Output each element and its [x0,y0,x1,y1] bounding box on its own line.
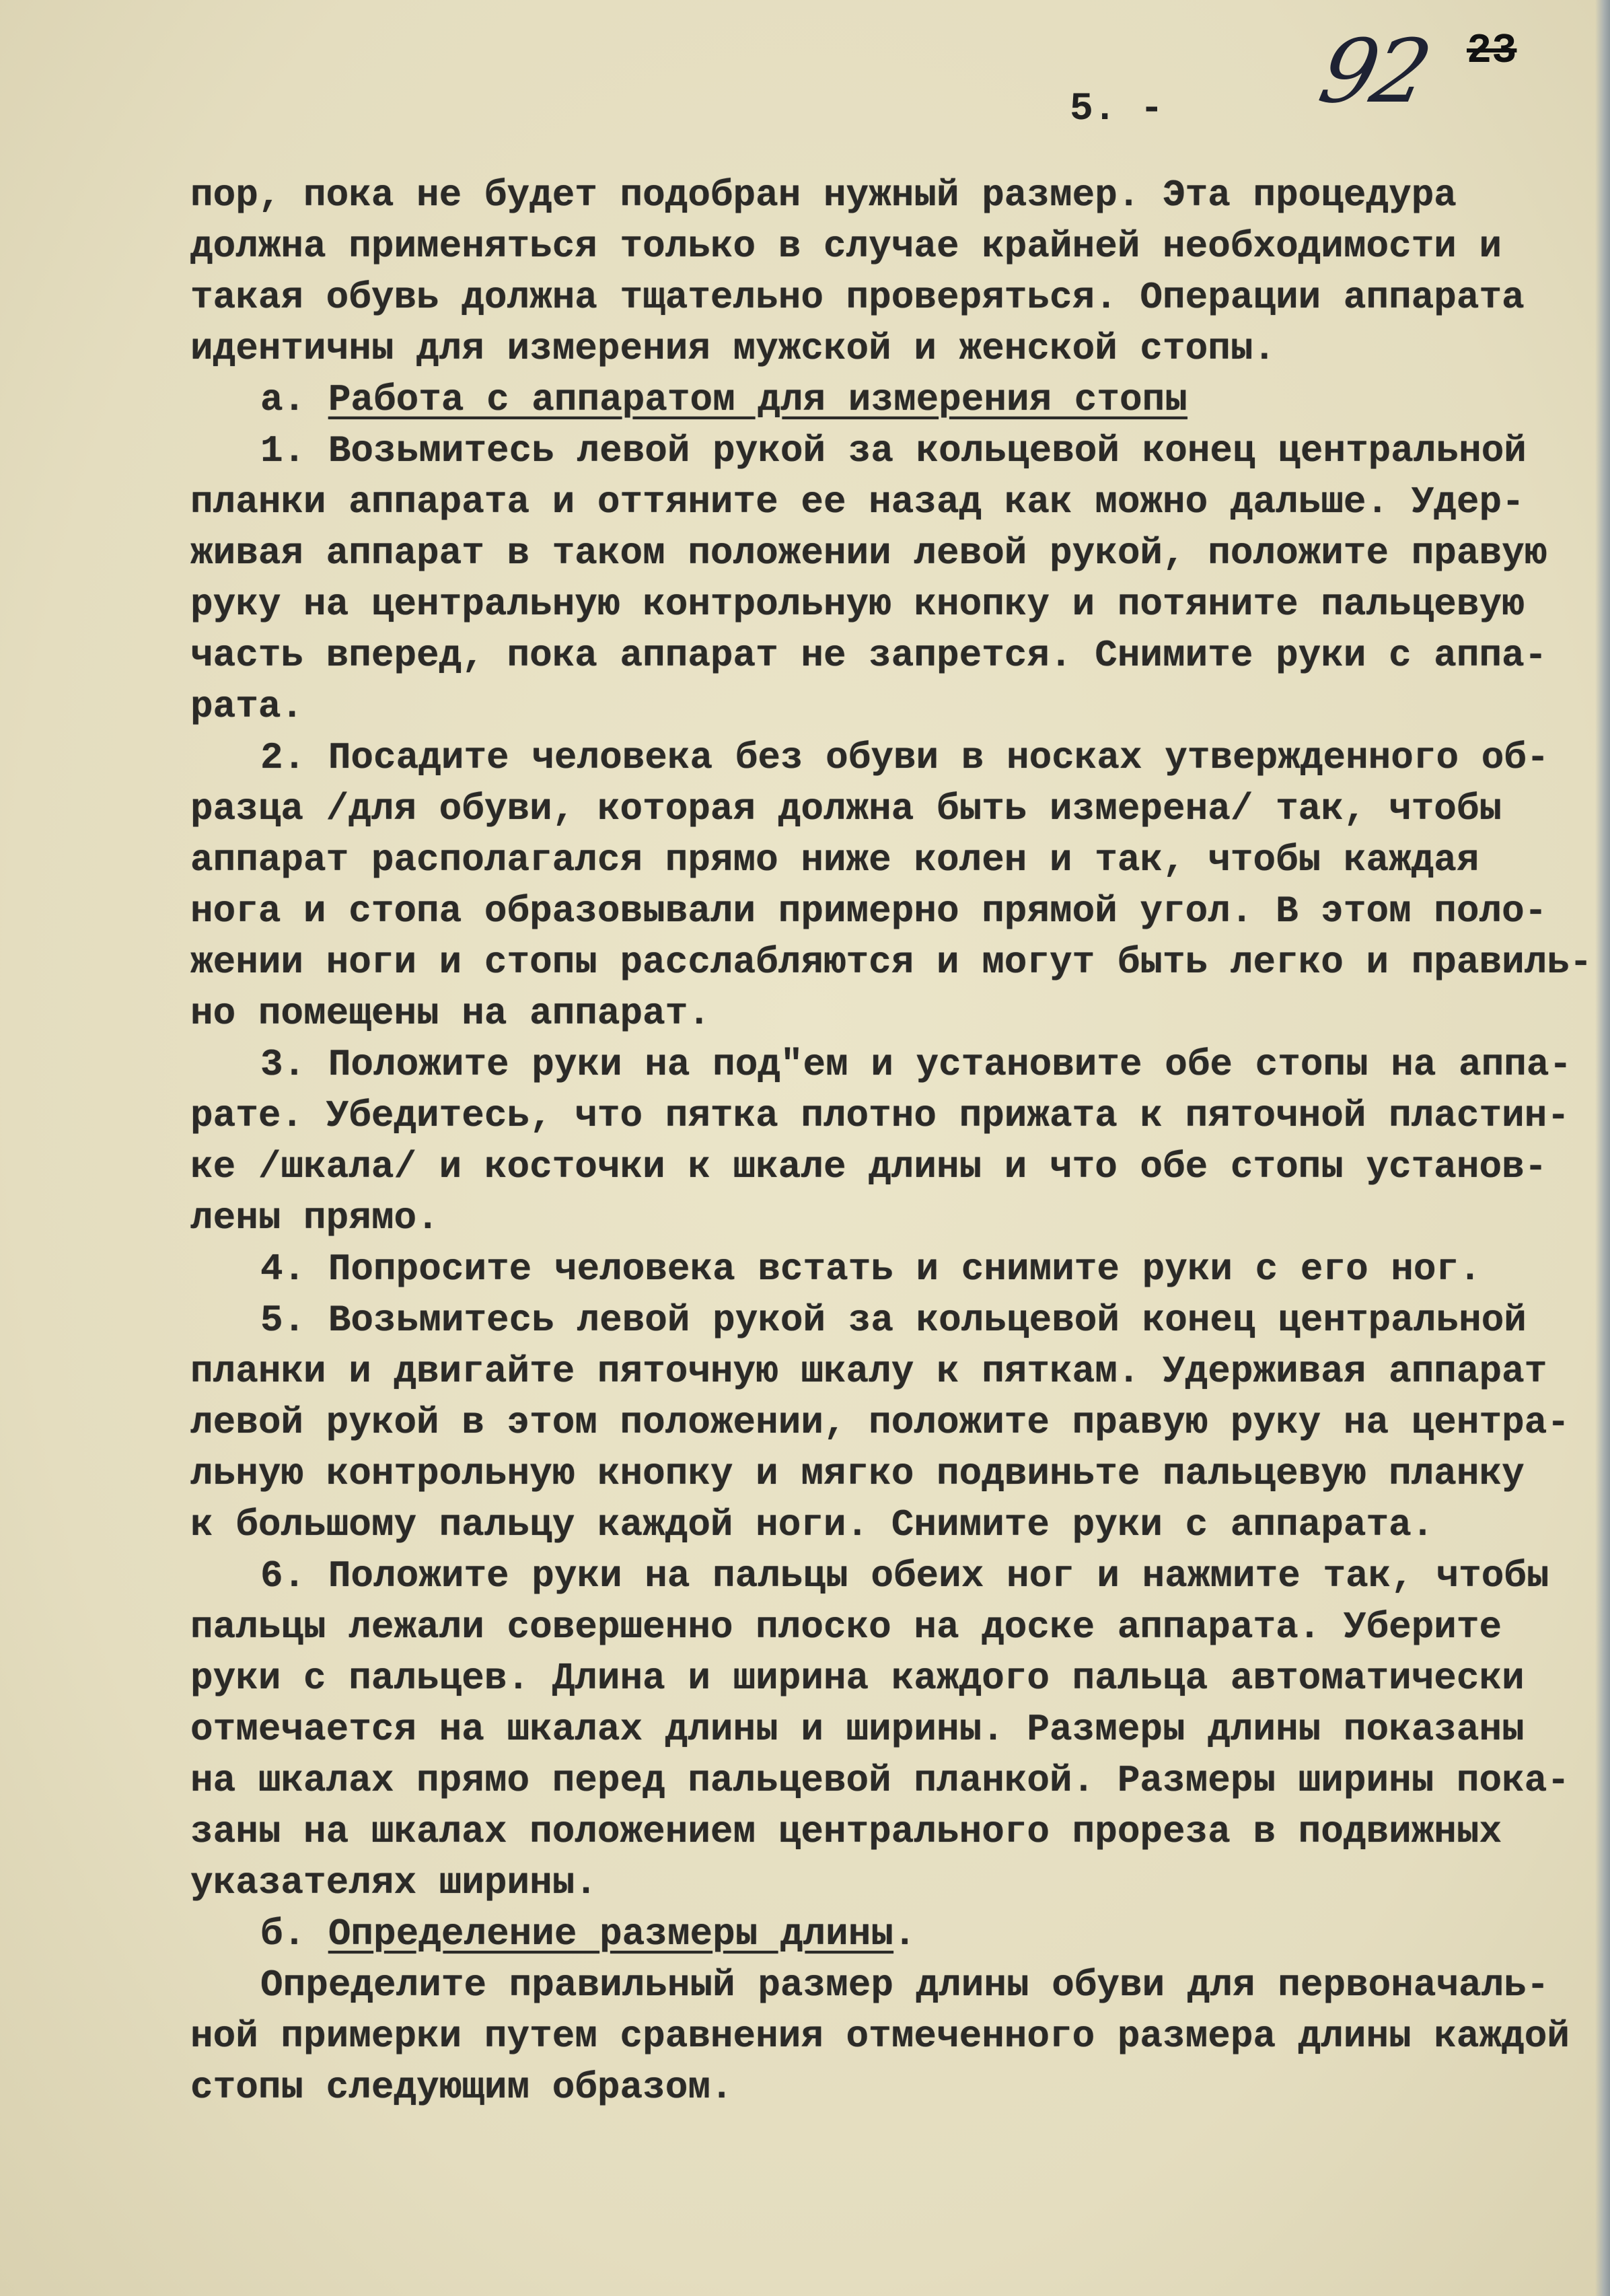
heading-prefix: а. [260,378,328,421]
text-line: живая аппарат в таком положении левой рукой, положите правую [190,532,1547,575]
heading-title: Определение размеры длины [328,1912,893,1956]
heading-title: Работа с аппаратом для измерения стопы [328,378,1187,421]
paper-edge [1595,0,1610,2296]
text-line: аппарат располагался прямо ниже колен и так, чтобы каждая [190,838,1479,882]
text-line: 6. Положите руки на пальцы обеих ног и нажмите так, чтобы [260,1554,1549,1598]
text-line: левой рукой в этом положении, положите правую руку на центра- [190,1401,1570,1444]
text-line: жении ноги и стопы расслабляются и могут быть легко и правиль- [190,941,1593,984]
text-line: но помещены на аппарат. [190,992,710,1035]
text-line: должна применяться только в случае крайней необходимости и [190,225,1502,268]
text-line: часть вперед, пока аппарат не запрется. Снимите руки с аппа- [190,634,1547,677]
text-line: такая обувь должна тщательно проверяться. Операции аппарата [190,276,1525,319]
text-line: идентичны для измерения мужской и женской стопы. [190,327,1276,370]
text-line: рата. [190,685,304,728]
text-line: планки аппарата и оттяните ее назад как можно дальше. Удер- [190,480,1525,524]
text-line: разца /для обуви, которая должна быть измерена/ так, чтобы [190,787,1502,830]
document-body [190,170,1593,2113]
text-line: указателях ширины. [190,1861,597,1904]
section-heading [190,374,1590,425]
text-line: ке /шкала/ и косточки к шкале длины и что обе стопы установ- [190,1145,1547,1188]
text-line: руку на центральную контрольную кнопку и потяните пальцевую [190,583,1525,626]
heading-suffix: . [893,1912,916,1956]
text-line: пальцы лежали совершенно плоско на доске аппарата. Уберите [190,1606,1502,1649]
text-line: 4. Попросите человека встать и снимите руки с его ног. [260,1248,1481,1291]
text-line: отмечается на шкалах длины и ширины. Размеры длины показаны [190,1708,1525,1751]
text-line: к большому пальцу каждой ноги. Снимите руки с аппарата. [190,1503,1434,1546]
text-line: лены прямо. [190,1196,439,1240]
text-line: 3. Положите руки на под"ем и установите обе стопы на аппа- [260,1043,1572,1086]
text-line: 5. Возьмитесь левой рукой за кольцевой конец центральной [260,1299,1527,1342]
text-line: планки и двигайте пяточную шкалу к пяткам. Удерживая аппарат [190,1350,1547,1393]
handwritten-sheet-number: 92 [1311,20,1436,122]
text-line: заны на шкалах положением центрального прореза в подвижных [190,1810,1502,1853]
text-line: на шкалах прямо перед пальцевой планкой. Размеры ширины пока- [190,1759,1570,1802]
text-line: пор, пока не будет подобран нужный размер. Эта процедура [190,174,1457,217]
text-line: рате. Убедитесь, что пятка плотно прижата к пяточной пластин- [190,1094,1570,1137]
section-heading [190,1908,1590,1960]
text-line: 2. Посадите человека без обуви в носках утвержденного об- [260,736,1549,779]
text-line: руки с пальцев. Длина и ширина каждого пальца автоматически [190,1657,1525,1700]
text-line: ной примерки путем сравнения отмеченного размера длины каждой [190,2015,1570,2058]
crossed-out-number: 23 [1467,27,1517,75]
text-line: Определите правильный размер длины обуви для первоначаль- [260,1964,1549,2007]
text-line: 1. Возьмитесь левой рукой за кольцевой конец центральной [260,429,1527,472]
text-line: льную контрольную кнопку и мягко подвиньте пальцевую планку [190,1452,1525,1495]
text-line: нога и стопа образовывали примерно прямой угол. В этом поло- [190,890,1547,933]
text-line: стопы следующим образом. [190,2066,733,2109]
heading-prefix: б. [260,1912,328,1956]
page-number: 5. - [1070,87,1164,131]
